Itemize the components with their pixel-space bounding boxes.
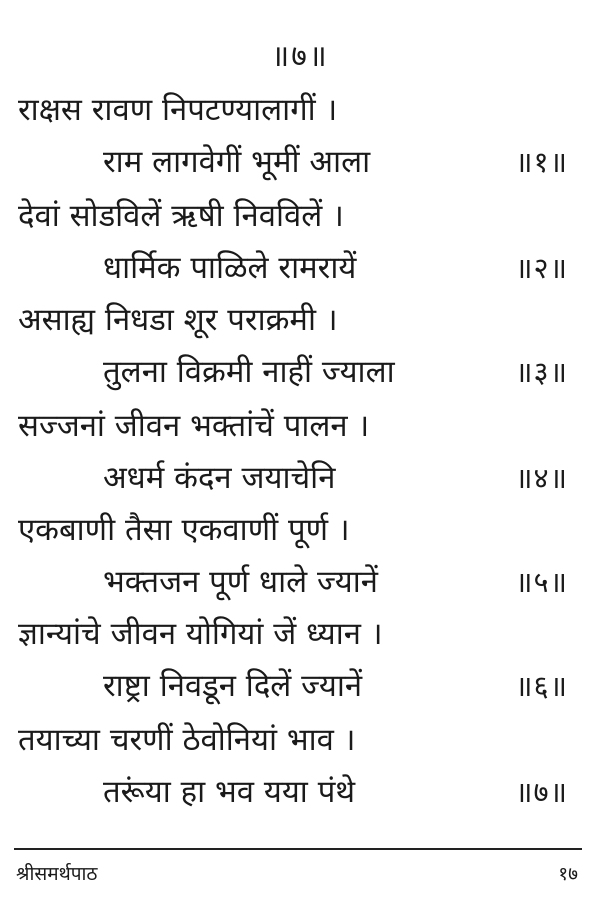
verse-line-8: अधर्म कंदन जयाचेनि xyxy=(103,460,336,496)
verse-number-7: ॥७॥ xyxy=(515,775,568,809)
verse-line-6: तुलना विक्रमी नाहीं ज्याला xyxy=(103,354,395,390)
verse-line-9: एकबाणी तैसा एकवाणीं पूर्ण । xyxy=(18,512,350,548)
footer-book-title: श्रीसमर्थपाठ xyxy=(16,863,98,885)
verse-number-4: ॥४॥ xyxy=(515,461,568,495)
footer-divider xyxy=(14,848,582,850)
verse-line-13: तयाच्या चरणीं ठेवोनियां भाव । xyxy=(18,722,356,758)
verse-line-12: राष्ट्रा निवडून दिलें ज्यानें xyxy=(103,668,363,704)
verse-number-1: ॥१॥ xyxy=(515,145,568,179)
verse-line-14: तरूंया हा भव यया पंथे xyxy=(103,774,356,810)
verse-line-10: भक्तजन पूर्ण धाले ज्यानें xyxy=(103,564,378,600)
verse-line-11: ज्ञान्यांचे जीवन योगियां जें ध्यान । xyxy=(18,616,383,652)
footer-page-number: १७ xyxy=(558,863,578,885)
verse-line-7: सज्जनां जीवन भक्तांचें पालन । xyxy=(18,408,370,444)
verse-number-5: ॥५॥ xyxy=(515,565,568,599)
verse-line-1: राक्षस रावण निपटण्यालागीं । xyxy=(18,92,338,128)
chapter-mark: ॥७॥ xyxy=(271,39,329,74)
verse-line-4: धार्मिक पाळिले रामरायें xyxy=(103,250,357,286)
verse-number-3: ॥३॥ xyxy=(515,355,568,389)
verse-number-6: ॥६॥ xyxy=(515,669,568,703)
verse-line-2: राम लागवेगीं भूमीं आला xyxy=(103,144,371,180)
verse-line-3: देवां सोडविलें ऋषी निवविलें । xyxy=(18,198,344,234)
verse-number-2: ॥२॥ xyxy=(515,251,568,285)
verse-line-5: असाह्य निधडा शूर पराक्रमी । xyxy=(18,302,338,338)
